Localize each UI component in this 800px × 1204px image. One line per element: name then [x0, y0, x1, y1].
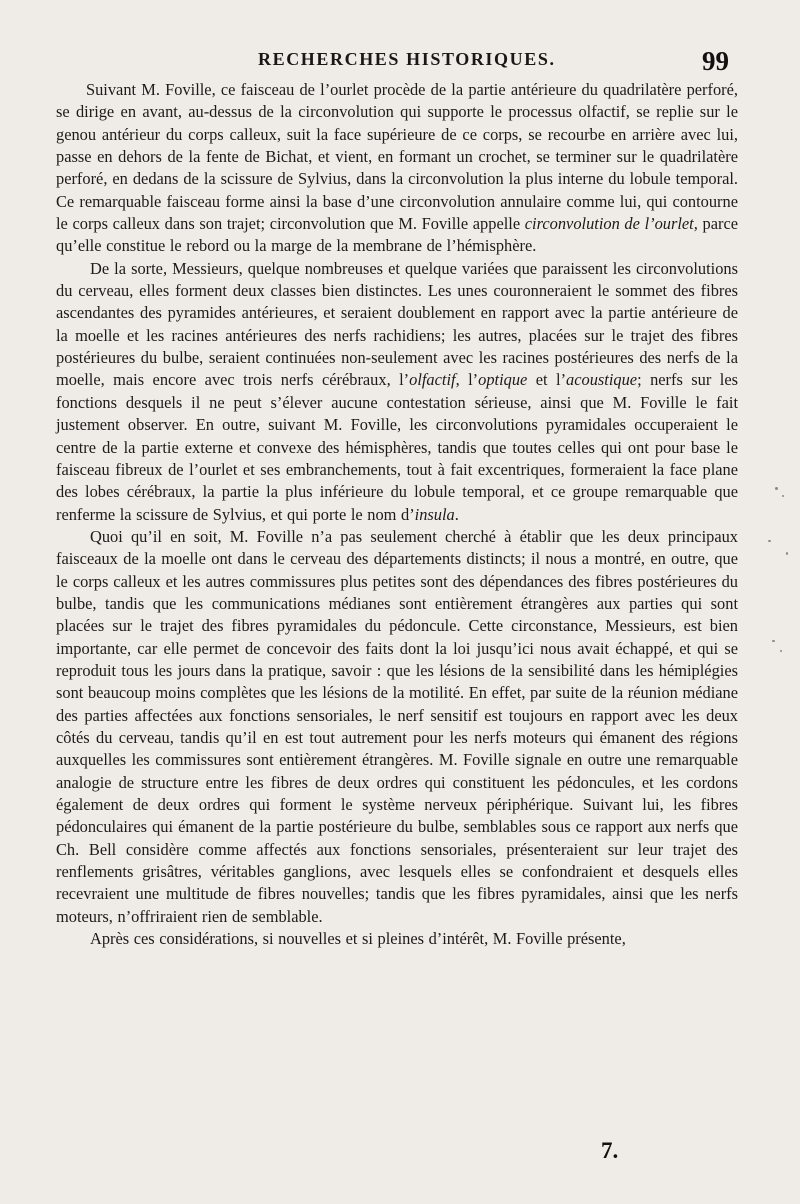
paper-speck — [768, 540, 771, 542]
paragraph — [56, 79, 738, 258]
paragraph — [56, 928, 738, 950]
text-run: De la sorte, Messieurs, quelque nombreuses et quelque variées que paraissent les circonvolutions du cerveau, elles forment deux classes bien distinctes. Les unes couronneraient le sommet des fibres ascendantes des pyramides antérieures, et seraient doublement en rapport avec la partie antérieure de la moelle et les racines antérieures des nerfs rachidiens; les autres, placées sur le trajet des fibres postérieures du bulbe, seraient continuées non-seulement avec les racines postérieures des nerfs de la moelle, mais encore avec trois nerfs cérébraux, l’ — [56, 258, 738, 390]
italic-term: optique — [478, 370, 528, 390]
body-text — [56, 79, 738, 950]
italic-term: acoustique — [566, 370, 638, 390]
paper-speck — [786, 552, 788, 555]
text-run: ; nerfs sur les fonctions desquels il ne peut s’élever aucune contestation sérieuse, ainsi que M. Foville le fait justement observer. En outre, suivant M. Foville, les circonvolutions pyramidales occuperaient le centre de la partie externe et convexe des hémisphères, tandis que toutes celles qui ont pour base le faisceau fibreux de l’ourlet et ses embranchements, tout à fait excentriques, formeraient la face plane des lobes cérébraux, la partie la plus inférieure du lobule temporal, et ce groupe remarquable que renferme la scissure de Sylvius, et qui porte le nom d’ — [56, 370, 738, 524]
paragraph — [56, 526, 738, 928]
paragraph — [56, 258, 738, 526]
text-run: Quoi qu’il en soit, M. Foville n’a pas seulement cherché à établir que les deux principaux faisceaux de la moelle ont dans le cerveau des départements distincts; il nous a montré, en outre, que le corps calleux et les autres commissures plus petites sont des dépendances des fibres postérieures du bulbe, tandis que les communications médianes sont entièrement étrangères aux parties qui sont placées sur le trajet des fibres pyramidales du pédoncule. Cette circonstance, Messieurs, est bien importante, car elle permet de concevoir des faits dont la loi jusqu’ici nous avait échappé, et qui se reproduit tous les jours dans la pratique, savoir : que les lésions de la sensibilité dans les hémiplégies sont beaucoup moins complètes que les lésions de la motilité. En effet, par suite de la réunion médiane des parties affectées aux fonctions sensoriales, le nerf sensitif est toujours en rapport avec les deux côtés du cerveau, tandis qu’il en est tout autrement pour les nerfs moteurs qui émanent des régions auxquelles les commissures sont entièrement étrangères. M. Foville signale en outre une remarquable analogie de structure entre les fibres de deux ordres qui constituent les pédoncules, et les cordons également de deux ordres qui forment le système nerveux périphérique. Suivant lui, les fibres pédonculaires qui émanent de la partie postérieure du bulbe, semblables sous ce rapport aux nerfs que Ch. Bell considère comme affectés aux fonctions sensoriales, présenteraient sur leur trajet des renflements grisâtres, véritables ganglions, avec lesquels elles se confondraient et desquels elles recevraient une multitude de fibres nouvelles; tandis que les fibres pyramidales, ainsi que les nerfs moteurs, n’offriraient rien de semblable. — [56, 526, 738, 926]
text-run: , l’ — [455, 370, 479, 390]
italic-term: insula — [414, 504, 455, 524]
text-run: . — [454, 504, 459, 524]
text-run: Après ces considérations, si nouvelles et si pleines d’intérêt, M. Foville présente, — [90, 929, 626, 949]
signature-mark: 7. — [601, 1138, 619, 1163]
page-number: 99 — [702, 46, 729, 76]
text-run: et l’ — [527, 370, 567, 390]
italic-term: olfactif — [409, 370, 456, 390]
paper-speck — [772, 640, 775, 642]
text-run: parce qu’elle constitue le rebord ou la marge de la membrane de l’hémisphère. — [56, 214, 738, 256]
paper-speck — [782, 495, 784, 497]
italic-term: circonvolution de l’ourlet, — [524, 214, 698, 234]
page-header — [0, 47, 800, 81]
paper-speck — [780, 650, 782, 652]
running-title: RECHERCHES HISTORIQUES. — [258, 49, 556, 69]
text-run: Suivant M. Foville, ce faisceau de l’ourlet procède de la partie antérieure du quadrilatère perforé, se dirige en avant, au-dessus de la circonvolution qui supporte le processus olfactif, se replie sur le genou antérieur du corps calleux, suit la face supérieure de ce corps, se recourbe en arrière avec lui, passe en dehors de la fente de Bichat, et vient, en formant un crochet, se terminer sur le quadrilatère perforé, en dedans de la scissure de Sylvius, dans la circonvolution la plus interne du lobule temporal. Ce remarquable faisceau forme ainsi la base d’une circonvolution annulaire comme lui, qui contourne le corps calleux dans son trajet; circonvolution que M. Foville appelle — [56, 80, 738, 234]
paper-speck — [775, 487, 778, 490]
